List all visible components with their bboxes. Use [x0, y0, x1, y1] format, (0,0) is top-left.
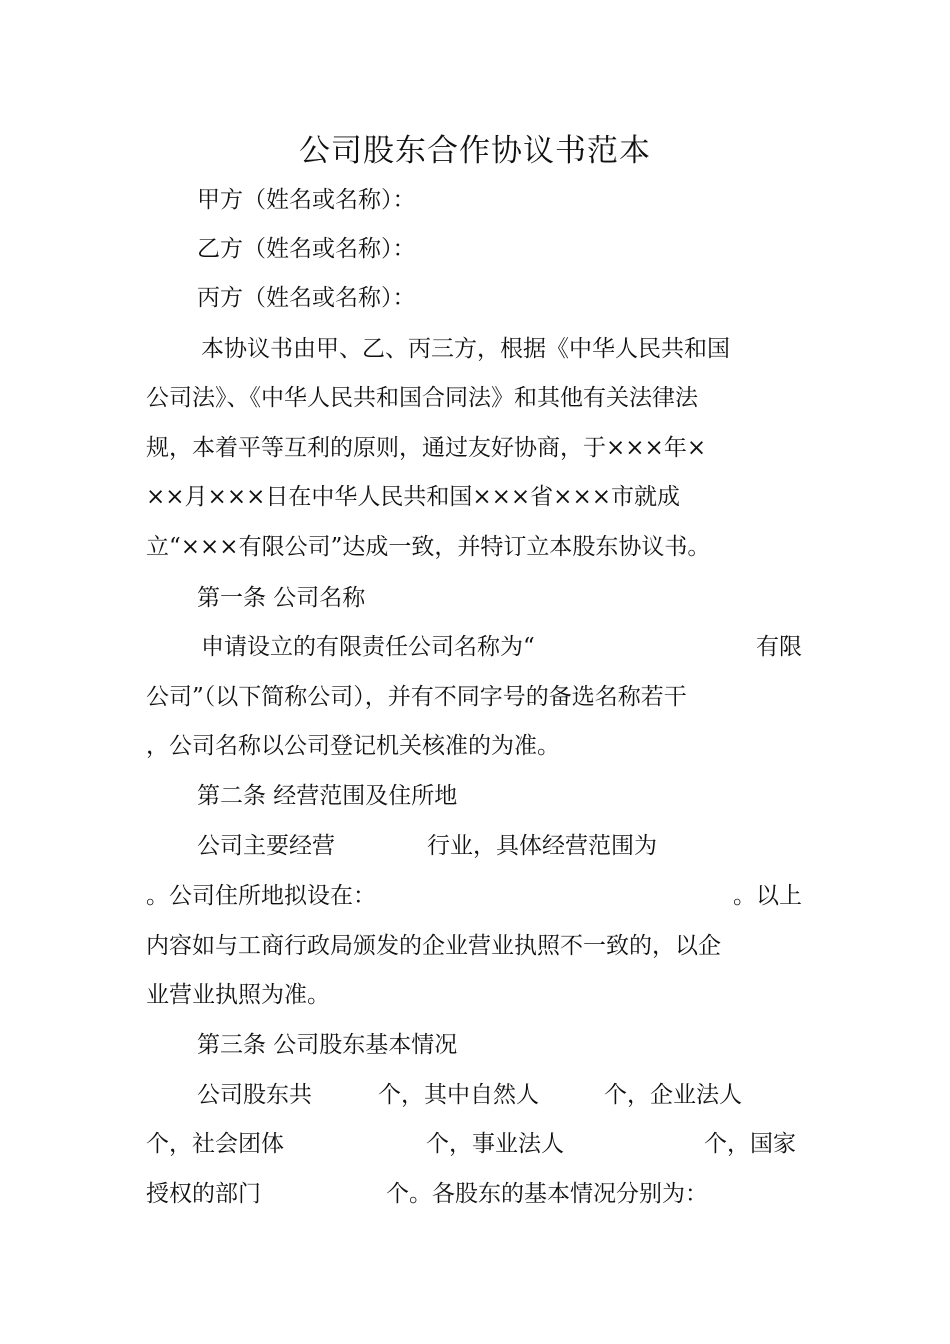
- article-2-text: 内容如与工商行政局颁发的企业营业执照不一致的，以企: [146, 933, 721, 959]
- article-2-text: 业营业执照为准。: [146, 982, 330, 1008]
- document-title: 公司股东合作协议书范本: [299, 133, 651, 169]
- article-1-text: 公司”（以下简称公司），并有不同字号的备选名称若干: [146, 684, 687, 710]
- party-b-line: 乙方（姓名或名称）：: [197, 236, 416, 262]
- article-2-text: 行业，具体经营范围为: [427, 833, 657, 859]
- article-2-text: 公司主要经营: [197, 833, 335, 859]
- article-3-text: 授权的部门: [146, 1181, 261, 1207]
- article-3-text: 个，社会团体: [146, 1131, 284, 1157]
- party-a-line: 甲方（姓名或名称）：: [197, 187, 416, 213]
- article-3-text: 个，其中自然人: [378, 1082, 539, 1108]
- preamble-line: 公司法》、《中华人民共和国合同法》和其他有关法律法: [146, 385, 698, 411]
- article-1-text: 申请设立的有限责任公司名称为“: [201, 634, 535, 660]
- article-3-text: 个。各股东的基本情况分别为：: [386, 1181, 708, 1207]
- article-1-heading: 第一条 公司名称: [197, 585, 366, 611]
- party-c-line: 丙方（姓名或名称）：: [197, 285, 416, 311]
- preamble-line: 立“×××有限公司”达成一致，并特订立本股东协议书。: [146, 534, 711, 560]
- article-2-text: 。公司住所地拟设在：: [146, 883, 376, 909]
- article-3-text: 个，事业法人: [426, 1131, 564, 1157]
- article-2-text: 。以上: [733, 883, 802, 909]
- preamble-line: 本协议书由甲、乙、丙三方，根据《中华人民共和国: [201, 336, 730, 362]
- preamble-line: ××月×××日在中华人民共和国×××省×××市就成: [146, 484, 680, 510]
- article-1-text: 有限: [756, 634, 802, 660]
- article-2-heading: 第二条 经营范围及住所地: [197, 783, 458, 809]
- article-3-text: 个，企业法人: [604, 1082, 742, 1108]
- article-3-text: 公司股东共: [197, 1082, 312, 1108]
- article-1-text: ，公司名称以公司登记机关核准的为准。: [146, 733, 560, 759]
- article-3-heading: 第三条 公司股东基本情况: [197, 1032, 458, 1058]
- preamble-line: 规，本着平等互利的原则，通过友好协商，于×××年×: [146, 435, 707, 461]
- article-3-text: 个，国家: [704, 1131, 796, 1157]
